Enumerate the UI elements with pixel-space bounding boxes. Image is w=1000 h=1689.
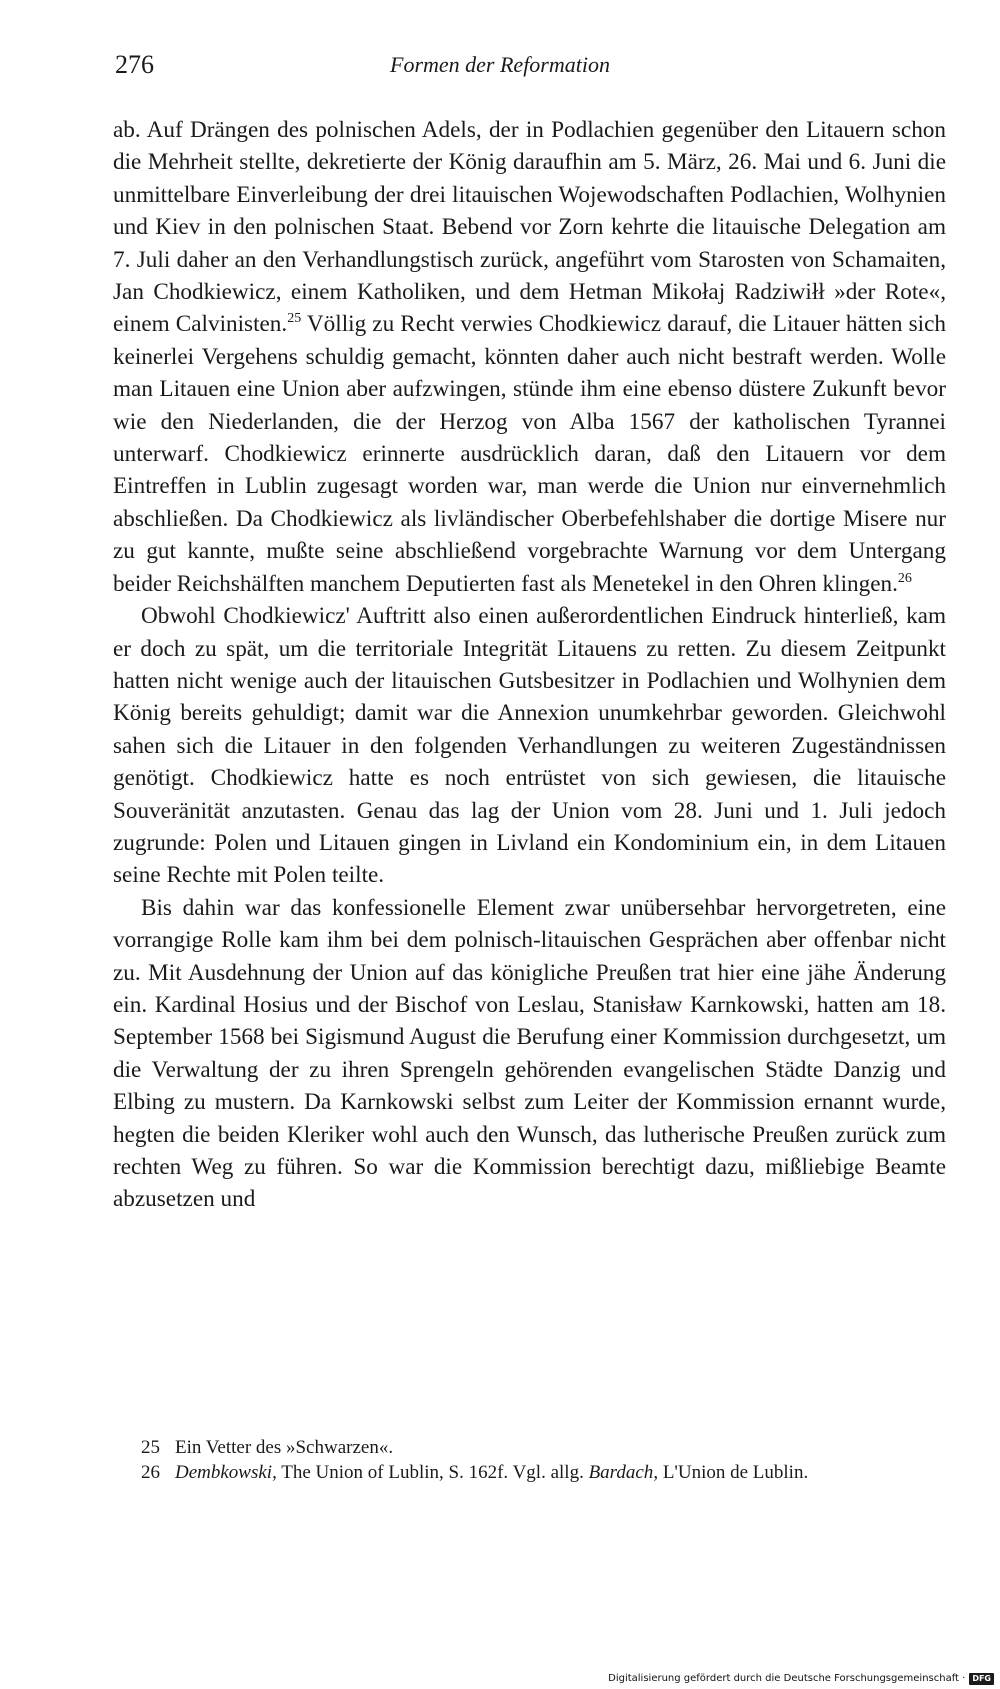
footnote-text: , The Union of Lublin, S. 162f. Vgl. allg. (272, 1462, 589, 1483)
footnote-ref-25[interactable]: 25 (287, 311, 302, 327)
footnotes (141, 1435, 961, 1485)
paragraph-1-part-b: Völlig zu Recht verwies Chodkiewicz darauf, die Litauer hätten sich keinerlei Vergehens schuldig gemacht, könnten daher auch nicht bestraft werden. Wolle man Litauen eine Union aber aufzwingen, stünde ihm eine ebenso düstere Zukunft bevor wie den Niederlanden, die der Herzog von Alba 1567 der katholischen Tyrannei unterwarf. Chodkiewicz erinnerte ausdrücklich daran, daß den Litauern vor dem Eintreffen in Lublin zugesagt worden war, man werde die Union nur einvernehmlich abschließen. Da Chodkiewicz als livländischer Oberbefehlshaber die dortige Misere nur zu gut kannte, mußte seine abschließend vorgebrachte Warnung vor dem Untergang beider Reichshälften manchem Deputierten fast als Menetekel in den Ohren klingen. (113, 311, 946, 597)
footnote-number: 26 (141, 1462, 160, 1483)
paragraph-1 (113, 114, 946, 600)
footnote-ref-26[interactable]: 26 (897, 570, 912, 586)
running-head: Formen der Reformation (390, 52, 610, 77)
page-number: 276 (115, 50, 154, 79)
paragraph-1-part-a: ab. Auf Drängen des polnischen Adels, der in Podlachien gegenüber den Litauern schon die Mehrheit stellte, dekretierte der König daraufhin am 5. März, 26. Mai und 6. Juni die unmittelbare Einverleibung der drei litauischen Wojewodschaften Podlachien, Wolhynien und Kiev in den polnischen Staat. Bebend vor Zorn kehrte die litauische Delegation am 7. Juli daher an den Verhandlungstisch zurück, angeführt vom Starosten von Schamaiten, Jan Chodkiewicz, einem Katholiken, und dem Hetman Mikołaj Radziwiłł »der Rote«, einem Calvinisten. (113, 117, 946, 338)
footnote-25 (141, 1435, 961, 1460)
dfg-logo: DFG (969, 1673, 994, 1685)
paragraph-2: Obwohl Chodkiewicz' Auftritt also einen außerordentlichen Eindruck hinterließ, kam er doch zu spät, um die territoriale Integrität Litauens zu retten. Zu diesem Zeitpunkt hatten nicht wenige auch der litauischen Gutsbesitzer in Podlachien und Wolhynien dem König bereits gehuldigt; damit war die Annexion unumkehrbar geworden. Gleichwohl sahen sich die Litauer in den folgenden Verhandlungen zu weiteren Zugeständnissen genötigt. Chodkiewicz hatte es noch entrüstet von sich gewiesen, die litauische Souveränität anzutasten. Genau das lag der Union vom 28. Juni und 1. Juli jedoch zugrunde: Polen und Litauen gingen in Livland ein Kondominium ein, in dem Litauen seine Rechte mit Polen teilte. (113, 603, 946, 889)
footnote-number: 25 (141, 1437, 160, 1458)
footnote-26 (141, 1460, 961, 1485)
footnote-author: Dembkowski (175, 1462, 273, 1483)
digitization-credit (608, 1672, 994, 1686)
paragraph-3: Bis dahin war das konfessionelle Element zwar unübersehbar hervorgetreten, eine vorrangige Rolle kam ihm bei dem polnisch-litauischen Gesprächen aber offenbar nicht zu. Mit Ausdehnung der Union auf das königliche Preußen trat hier eine jähe Änderung ein. Kardinal Hosius und der Bischof von Leslau, Stanisław Karnkowski, hatten am 18. September 1568 bei Sigismund August die Berufung einer Kommission durchgesetzt, um die Verwaltung der zu ihren Sprengeln gehörenden evangelischen Städte Danzig und Elbing zu mustern. Da Karnkowski selbst zum Leiter der Kommission ernannt wurde, hegten die beiden Kleriker wohl auch den Wunsch, das lutherische Preußen zurück zum rechten Weg zu führen. So war die Kommission berechtigt dazu, mißliebige Beamte abzusetzen und (113, 894, 946, 1213)
footnote-text: , L'Union de Lublin. (653, 1462, 809, 1483)
footnote-author: Bardach (588, 1462, 654, 1483)
footnote-text: Ein Vetter des »Schwarzen«. (175, 1437, 394, 1458)
credit-text: Digitalisierung gefördert durch die Deutsche Forschungsgemeinschaft · (608, 1673, 966, 1684)
body-text (113, 114, 946, 1216)
